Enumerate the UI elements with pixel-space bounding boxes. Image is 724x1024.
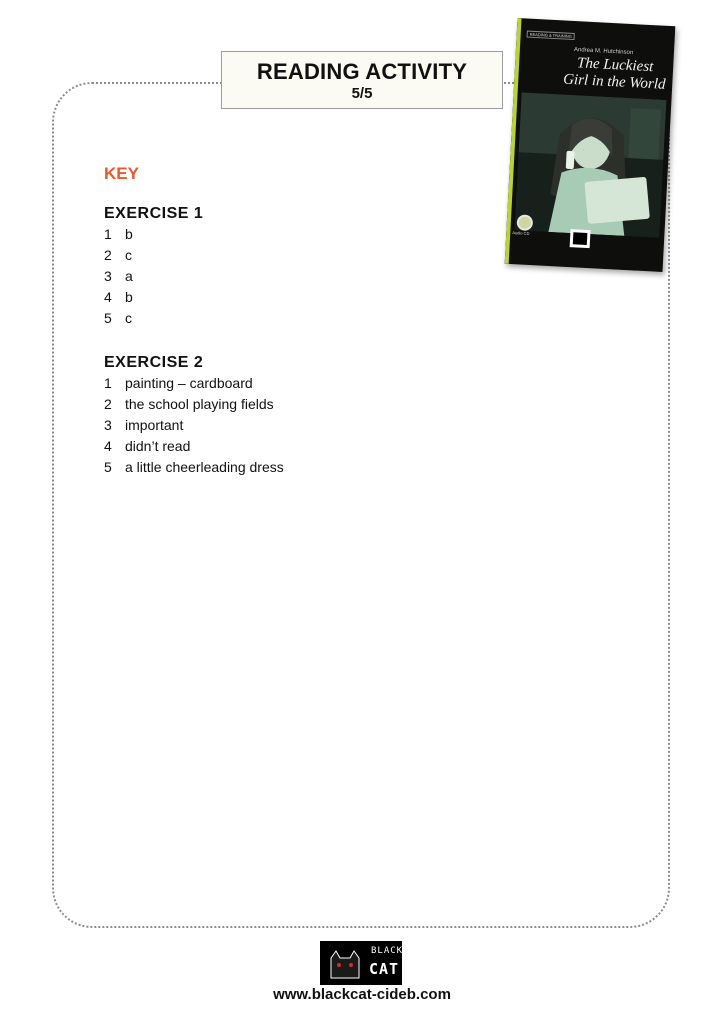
website-link[interactable]: www.blackcat-cideb.com xyxy=(273,986,451,1003)
list-item: 4 b xyxy=(104,289,133,305)
cover-title: The Luckiest Girl in the World xyxy=(562,55,666,93)
list-item: 1 painting – cardboard xyxy=(104,375,253,391)
list-item: 4 didn’t read xyxy=(104,438,191,454)
exercise-1-list xyxy=(104,224,284,329)
list-item: 5 a little cheerleading dress xyxy=(104,459,284,475)
list-item: 5 c xyxy=(104,310,132,326)
key-label: KEY xyxy=(104,164,139,183)
page-title: READING ACTIVITY xyxy=(256,59,468,84)
list-item: 2 c xyxy=(104,247,132,263)
list-item: 2 the school playing fields xyxy=(104,396,274,412)
list-item: 3 a xyxy=(104,268,133,284)
logo-word-cat: CAT xyxy=(369,960,400,978)
exercise-2-list xyxy=(104,373,284,478)
cover-series: READING & TRAINING xyxy=(527,31,575,41)
list-item: 3 important xyxy=(104,417,184,433)
cover-illustration xyxy=(514,92,666,237)
answer-key xyxy=(104,164,284,478)
title-box xyxy=(221,51,503,109)
exercise-2-title: EXERCISE 2 xyxy=(104,354,204,371)
cover-audio-label: Audio CD xyxy=(512,230,530,236)
page-number: 5/5 xyxy=(351,85,373,102)
list-item: 1 b xyxy=(104,226,133,242)
exercise-1-title: EXERCISE 1 xyxy=(104,205,204,222)
cover-author: Andrea M. Hutchinson xyxy=(573,47,634,57)
cat-icon xyxy=(325,948,365,982)
book-cover xyxy=(505,18,676,272)
publisher-logo-icon xyxy=(570,229,591,248)
black-cat-logo xyxy=(320,941,402,985)
logo-word-black: BLACK xyxy=(371,946,404,956)
